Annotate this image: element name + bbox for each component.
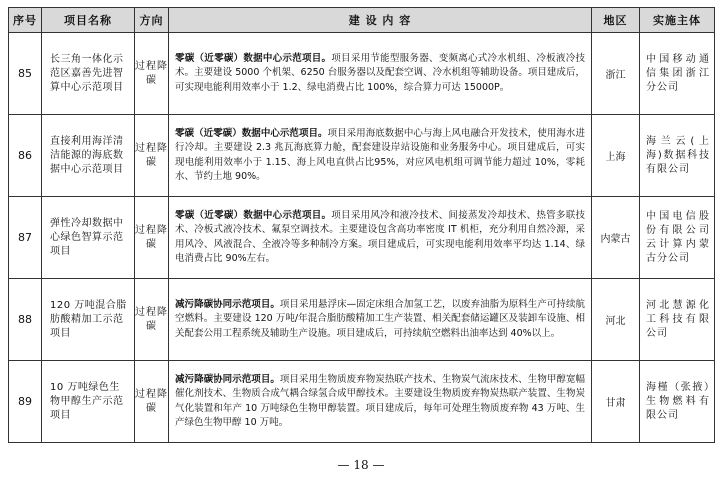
row-entity: 海兰云(上海)数据科技有限公司	[640, 115, 715, 197]
row-content-body: 项目采用节能型服务器、变频离心式冷水机组、冷板液冷技术。主要建设 5000 个机架、6250 台服务器以及配套空调、冷水机组等辅助设备。项目建成后，可实现电能利用效率小于 1.2、绿电消费占比 100%，综合算力可达 15000P。	[175, 52, 585, 93]
row-content	[169, 361, 592, 443]
table-row	[9, 33, 715, 115]
row-entity: 海槿（张掖）生物燃料有限公司	[640, 361, 715, 443]
row-direction: 过程降碳	[135, 361, 169, 443]
row-seq: 85	[9, 33, 42, 115]
row-content	[169, 115, 592, 197]
row-entity: 中国电信股份有限公司云计算内蒙古分公司	[640, 197, 715, 279]
row-project-name: 直接利用海洋清洁能源的海底数据中心示范项目	[42, 115, 135, 197]
row-entity: 中国移动通信集团浙江分公司	[640, 33, 715, 115]
row-region: 上海	[592, 115, 640, 197]
header-name: 项目名称	[42, 8, 135, 33]
row-direction: 过程降碳	[135, 33, 169, 115]
row-content-body: 项目采用生物质废弃物炭热联产技术、生物炭气流床技术、生物甲醇宽幅催化剂技术、生物质合成气耦合绿氢合成甲醇技术。主要建设生物质废弃物炭热联产装置、生物炭气化装置和年产 10 万吨绿色生物甲醇装置。项目建成后，每年可处理生物质废弃物 43 万吨、生产绿色生物甲醇 10 万吨。	[175, 373, 585, 428]
table-header-row	[9, 8, 715, 33]
row-region: 内蒙古	[592, 197, 640, 279]
row-content-title: 零碳（近零碳）数据中心示范项目。	[175, 127, 328, 139]
header-entity: 实施主体	[640, 8, 715, 33]
row-content-body: 项目采用海底数据中心与海上风电融合开发技术，使用海水进行冷却。主要建设 2.3 兆瓦海底算力舱，配套建设岸站设施和业务服务中心。项目建成后，可实现电能利用效率小于 1.15、海上风电直供占比95%，对应风电机组可调节能力超过 10%，零耗水、节约土地 90%。	[175, 127, 585, 182]
table-row	[9, 361, 715, 443]
row-region: 浙江	[592, 33, 640, 115]
row-project-name: 10 万吨绿色生物甲醇生产示范项目	[42, 361, 135, 443]
project-table	[8, 7, 715, 443]
header-region: 地区	[592, 8, 640, 33]
row-content-body: 项目采用悬浮床—固定床组合加氢工艺，以废弃油脂为原料生产可持续航空燃料。主要建设 120 万吨/年混合脂肪酸精加工生产装置、相关配套储运罐区及装卸车设施、相关配套公用工程系统及辅助生产设施。项目建成后，可持续航空燃料出油率达到 40%以上。	[175, 298, 585, 339]
row-seq: 88	[9, 279, 42, 361]
row-seq: 86	[9, 115, 42, 197]
row-content-title: 减污降碳协同示范项目。	[175, 373, 280, 385]
row-project-name: 长三角一体化示范区嘉善先进智算中心示范项目	[42, 33, 135, 115]
row-content-body: 项目采用风冷和液冷技术、间接蒸发冷却技术、热管多联技术、冷板式液冷技术、氟泵空调技术。主要建设包含高功率密度 IT 机柜，充分利用自然冷源，采用风冷、风液混合、全液冷等多种制冷方案。项目建成后，可实现电能利用效率平均达 1.14、绿电消费占比 90%左右。	[175, 209, 585, 264]
page-number: — 18 —	[337, 458, 385, 472]
header-direction: 方向	[135, 8, 169, 33]
row-seq: 87	[9, 197, 42, 279]
row-project-name: 120 万吨混合脂肪酸精加工示范项目	[42, 279, 135, 361]
row-direction: 过程降碳	[135, 115, 169, 197]
row-content	[169, 33, 592, 115]
row-content	[169, 279, 592, 361]
row-direction: 过程降碳	[135, 279, 169, 361]
table-row	[9, 279, 715, 361]
table-row	[9, 197, 715, 279]
row-direction: 过程降碳	[135, 197, 169, 279]
row-content-title: 零碳（近零碳）数据中心示范项目。	[175, 209, 332, 221]
row-region: 甘肃	[592, 361, 640, 443]
header-seq: 序号	[9, 8, 42, 33]
table-row	[9, 115, 715, 197]
row-content-title: 减污降碳协同示范项目。	[175, 298, 280, 310]
row-seq: 89	[9, 361, 42, 443]
row-entity: 河北慧源化工科技有限公司	[640, 279, 715, 361]
header-content: 建 设 内 容	[169, 8, 592, 33]
row-project-name: 弹性冷却数据中心绿色智算示范项目	[42, 197, 135, 279]
row-region: 河北	[592, 279, 640, 361]
row-content	[169, 197, 592, 279]
row-content-title: 零碳（近零碳）数据中心示范项目。	[175, 52, 332, 64]
